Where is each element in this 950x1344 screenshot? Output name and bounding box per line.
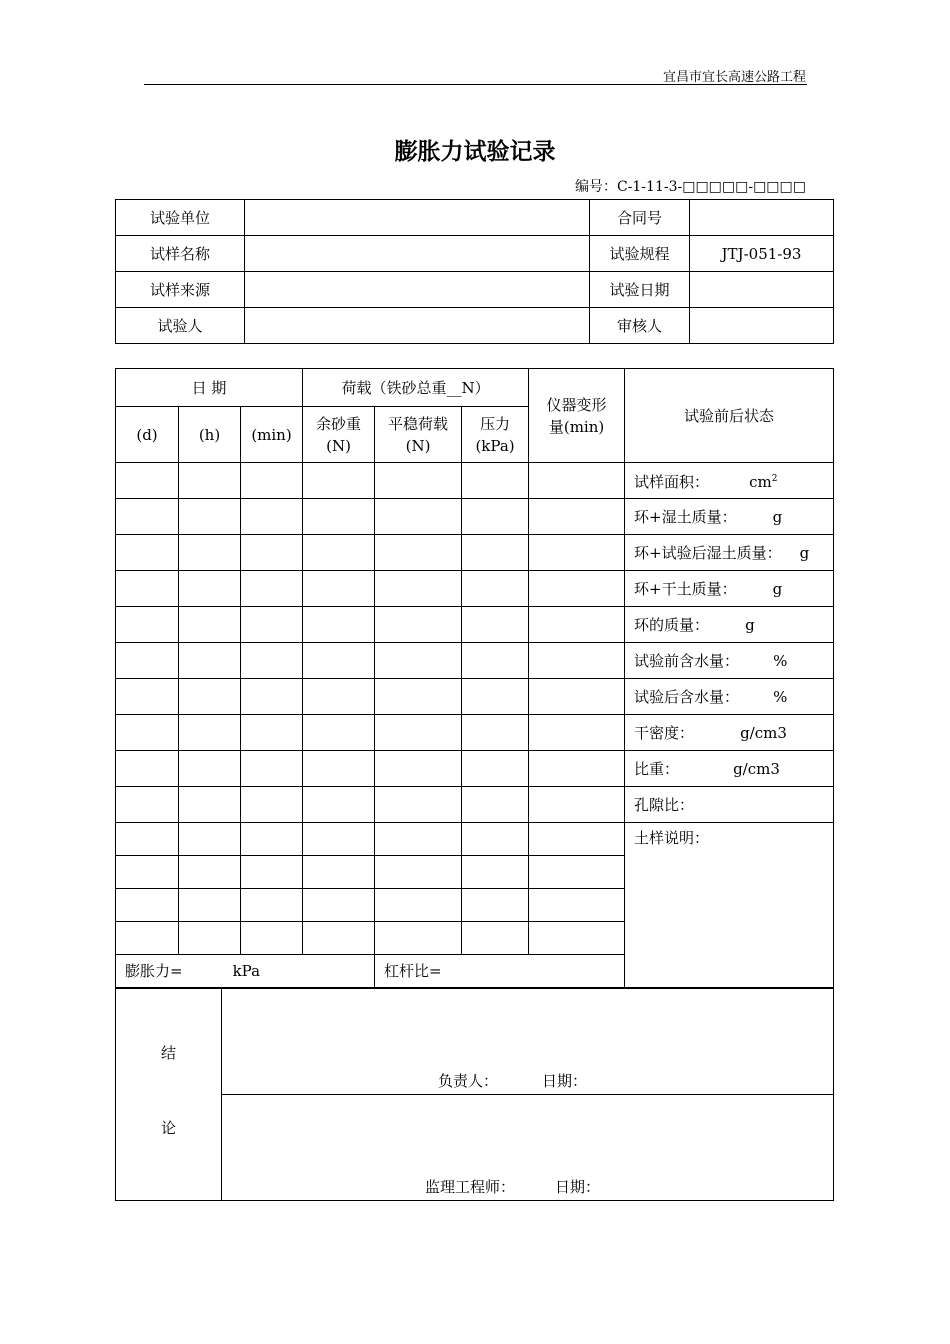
data-cell[interactable] (241, 889, 303, 922)
table-row (116, 607, 834, 643)
data-cell[interactable] (179, 679, 241, 715)
data-cell[interactable] (529, 856, 625, 889)
data-cell[interactable] (529, 643, 625, 679)
data-cell[interactable] (303, 787, 375, 823)
data-cell[interactable] (179, 571, 241, 607)
table-row (116, 823, 834, 856)
status-ring-wet-soil-after[interactable] (625, 535, 834, 571)
data-cell[interactable] (179, 715, 241, 751)
data-cell[interactable] (303, 643, 375, 679)
data-cell[interactable] (529, 463, 625, 499)
data-cell[interactable] (116, 823, 179, 856)
rule-value-field[interactable]: JTJ-051-93 (690, 236, 834, 272)
info-row (116, 308, 834, 344)
data-cell[interactable] (241, 751, 303, 787)
data-cell[interactable] (241, 922, 303, 955)
ring-after-unit: g (799, 543, 810, 562)
data-cell[interactable] (529, 715, 625, 751)
data-cell[interactable] (462, 787, 529, 823)
dry-density-unit: g/cm3 (740, 723, 787, 742)
data-cell[interactable] (462, 571, 529, 607)
data-cell[interactable] (116, 679, 179, 715)
data-cell[interactable] (462, 922, 529, 955)
data-cell[interactable] (179, 823, 241, 856)
contract-label: 合同号 (590, 200, 690, 236)
info-row (116, 272, 834, 308)
data-cell[interactable] (241, 607, 303, 643)
data-cell[interactable] (116, 715, 179, 751)
data-cell[interactable] (303, 715, 375, 751)
info-table (115, 199, 834, 344)
data-cell[interactable] (303, 607, 375, 643)
dry-density-label: 干密度： (634, 723, 695, 742)
data-cell[interactable] (116, 535, 179, 571)
moisture-after-unit: % (773, 687, 788, 706)
data-cell[interactable] (529, 571, 625, 607)
info-row (116, 200, 834, 236)
conclusion-row (116, 989, 834, 1095)
data-cell[interactable] (241, 679, 303, 715)
table-row (116, 463, 834, 499)
data-cell[interactable] (303, 823, 375, 856)
data-cell[interactable] (179, 751, 241, 787)
data-cell[interactable] (116, 856, 179, 889)
table-row (116, 787, 834, 823)
tester-field[interactable] (245, 308, 590, 344)
data-cell[interactable] (241, 463, 303, 499)
data-cell[interactable] (116, 571, 179, 607)
data-cell[interactable] (303, 571, 375, 607)
load-header: 荷载（铁砂总重__N） (303, 369, 529, 407)
data-cell[interactable] (241, 571, 303, 607)
col-steady-load-line1: 平稳荷载 (388, 414, 449, 433)
data-cell[interactable] (462, 643, 529, 679)
data-cell[interactable] (179, 787, 241, 823)
data-cell[interactable] (375, 715, 462, 751)
sample-area-unit-sup: 2 (771, 474, 778, 484)
table-row (116, 715, 834, 751)
data-cell[interactable] (303, 889, 375, 922)
swelling-force-label: 膨胀力= (125, 962, 183, 980)
lever-ratio-label: 杠杆比= (384, 962, 442, 980)
data-cell[interactable] (179, 889, 241, 922)
data-cell[interactable] (529, 823, 625, 856)
data-cell[interactable] (375, 535, 462, 571)
data-cell[interactable] (116, 922, 179, 955)
data-cell[interactable] (303, 922, 375, 955)
col-minute: (min) (241, 407, 303, 463)
header-divider (144, 84, 807, 85)
data-cell[interactable] (375, 463, 462, 499)
data-cell[interactable] (375, 787, 462, 823)
source-label: 试样来源 (116, 272, 245, 308)
data-cell[interactable] (241, 535, 303, 571)
data-cell[interactable] (462, 715, 529, 751)
data-cell[interactable] (179, 856, 241, 889)
data-cell[interactable] (179, 922, 241, 955)
data-cell[interactable] (241, 856, 303, 889)
ring-dry-label: 环+干土质量： (634, 579, 737, 598)
data-cell[interactable] (375, 856, 462, 889)
data-cell[interactable] (462, 535, 529, 571)
sample-name-field[interactable] (245, 236, 590, 272)
data-cell[interactable] (375, 499, 462, 535)
data-cell[interactable] (241, 643, 303, 679)
status-moisture-after[interactable] (625, 679, 834, 715)
reviewer-label: 审核人 (590, 308, 690, 344)
data-cell[interactable] (529, 499, 625, 535)
data-cell[interactable] (303, 535, 375, 571)
data-cell[interactable] (116, 463, 179, 499)
soil-note-cell[interactable] (625, 823, 834, 988)
supervisor-label: 监理工程师： (424, 1178, 515, 1196)
status-specific-gravity[interactable] (625, 751, 834, 787)
data-cell[interactable] (375, 679, 462, 715)
data-cell[interactable] (179, 463, 241, 499)
data-cell[interactable] (116, 751, 179, 787)
data-cell[interactable] (241, 823, 303, 856)
col-hour: (h) (179, 407, 241, 463)
table-row (116, 643, 834, 679)
data-cell[interactable] (375, 922, 462, 955)
data-cell[interactable] (241, 715, 303, 751)
data-cell[interactable] (303, 499, 375, 535)
source-value-field[interactable] (245, 272, 590, 308)
table-row (116, 499, 834, 535)
data-cell[interactable] (375, 751, 462, 787)
responsible-label: 负责人： (437, 1072, 498, 1090)
unit-label: 试验单位 (116, 200, 245, 236)
ring-wet-unit: g (772, 507, 783, 526)
data-cell[interactable] (529, 679, 625, 715)
info-row (116, 236, 834, 272)
tester-label: 试验人 (116, 308, 245, 344)
data-cell[interactable] (375, 607, 462, 643)
data-cell[interactable] (529, 607, 625, 643)
data-cell[interactable] (116, 643, 179, 679)
soil-note-label: 土样说明： (634, 829, 710, 847)
swelling-force-unit: kPa (232, 962, 261, 980)
col-steady-load-line2: (N) (405, 436, 431, 455)
status-porosity[interactable] (625, 787, 834, 823)
rule-label: 试验规程 (590, 236, 690, 272)
data-cell[interactable] (303, 751, 375, 787)
data-cell[interactable] (375, 889, 462, 922)
responsible-date-label: 日期： (542, 1072, 588, 1090)
data-cell[interactable] (116, 607, 179, 643)
contract-value-field[interactable] (690, 200, 834, 236)
col-sand-weight-line2: (N) (326, 436, 351, 455)
data-cell[interactable] (529, 787, 625, 823)
data-cell[interactable] (462, 607, 529, 643)
data-cell[interactable] (179, 535, 241, 571)
specific-gravity-label: 比重： (634, 759, 680, 778)
ring-mass-label: 环的质量： (634, 615, 710, 634)
table-row (116, 535, 834, 571)
status-dry-density[interactable] (625, 715, 834, 751)
data-cell[interactable] (375, 643, 462, 679)
data-cell[interactable] (462, 751, 529, 787)
conclusion-label-2: 论 (160, 1119, 176, 1137)
data-cell[interactable] (529, 535, 625, 571)
lever-ratio-cell[interactable] (375, 955, 625, 988)
supervisor-signature-cell[interactable] (222, 1095, 834, 1201)
data-cell[interactable] (241, 787, 303, 823)
specific-gravity-unit: g/cm3 (733, 759, 780, 778)
data-cell[interactable] (179, 607, 241, 643)
data-cell[interactable] (116, 787, 179, 823)
data-cell[interactable] (462, 889, 529, 922)
data-cell[interactable] (529, 751, 625, 787)
conclusion-row (116, 1095, 834, 1201)
test-date-label: 试验日期 (590, 272, 690, 308)
sample-area-unit: cm (749, 473, 772, 491)
date-header: 日 期 (116, 369, 303, 407)
status-header: 试验前后状态 (625, 369, 834, 463)
unit-value-field[interactable] (245, 200, 590, 236)
page-title: 膨胀力试验记录 (394, 139, 556, 165)
moisture-before-unit: % (773, 651, 788, 670)
header-row (116, 369, 834, 407)
data-cell[interactable] (179, 643, 241, 679)
ring-after-label: 环+试验后湿土质量： (634, 543, 782, 562)
reviewer-field[interactable] (690, 308, 834, 344)
moisture-after-label: 试验后含水量： (634, 687, 740, 706)
data-cell[interactable] (179, 499, 241, 535)
swelling-force-cell[interactable] (116, 955, 375, 988)
col-sand-weight-line1: 余砂重 (316, 414, 362, 433)
sample-area-label: 试样面积： (634, 473, 710, 491)
status-ring-dry-soil[interactable] (625, 571, 834, 607)
conclusion-table (115, 988, 834, 1201)
col-steady-load (375, 407, 462, 463)
status-ring-mass[interactable] (625, 607, 834, 643)
ring-wet-label: 环+湿土质量： (634, 507, 737, 526)
deformation-header-line2: 量(min) (548, 417, 605, 436)
status-ring-wet-soil[interactable] (625, 499, 834, 535)
deformation-header (529, 369, 625, 463)
code-value: C-1-11-3-□□□□□-□□□□ (616, 179, 806, 195)
data-cell[interactable] (303, 856, 375, 889)
data-cell[interactable] (462, 856, 529, 889)
data-cell[interactable] (529, 922, 625, 955)
data-cell[interactable] (529, 889, 625, 922)
conclusion-label-cell (116, 989, 222, 1201)
table-row (116, 679, 834, 715)
col-day: (d) (116, 407, 179, 463)
code-label: 编号： (574, 179, 617, 195)
conclusion-label-1: 结 (160, 1044, 176, 1062)
data-cell[interactable] (303, 679, 375, 715)
col-pressure-line1: 压力 (480, 414, 511, 433)
col-pressure-line2: (kPa) (475, 436, 515, 455)
test-date-field[interactable] (690, 272, 834, 308)
sample-name-label: 试样名称 (116, 236, 245, 272)
status-moisture-before[interactable] (625, 643, 834, 679)
responsible-signature-cell[interactable] (222, 989, 834, 1095)
swelling-data-table (115, 368, 834, 988)
data-cell[interactable] (462, 463, 529, 499)
supervisor-date-label: 日期： (555, 1178, 601, 1196)
data-cell[interactable] (241, 499, 303, 535)
table-row (116, 571, 834, 607)
col-sand-weight (303, 407, 375, 463)
porosity-label: 孔隙比： (634, 795, 695, 814)
data-cell[interactable] (462, 679, 529, 715)
ring-mass-unit: g (745, 615, 755, 634)
data-cell[interactable] (375, 823, 462, 856)
data-cell[interactable] (462, 499, 529, 535)
table-row (116, 751, 834, 787)
data-cell[interactable] (116, 889, 179, 922)
deformation-header-line1: 仪器变形 (546, 395, 607, 414)
ring-dry-unit: g (772, 579, 783, 598)
moisture-before-label: 试验前含水量： (634, 651, 740, 670)
project-header: 宜昌市宜长高速公路工程 (662, 70, 806, 85)
status-sample-area[interactable] (625, 463, 834, 499)
data-cell[interactable] (116, 499, 179, 535)
data-cell[interactable] (303, 463, 375, 499)
data-cell[interactable] (462, 823, 529, 856)
data-cell[interactable] (375, 571, 462, 607)
col-pressure (462, 407, 529, 463)
document-code (115, 176, 806, 196)
